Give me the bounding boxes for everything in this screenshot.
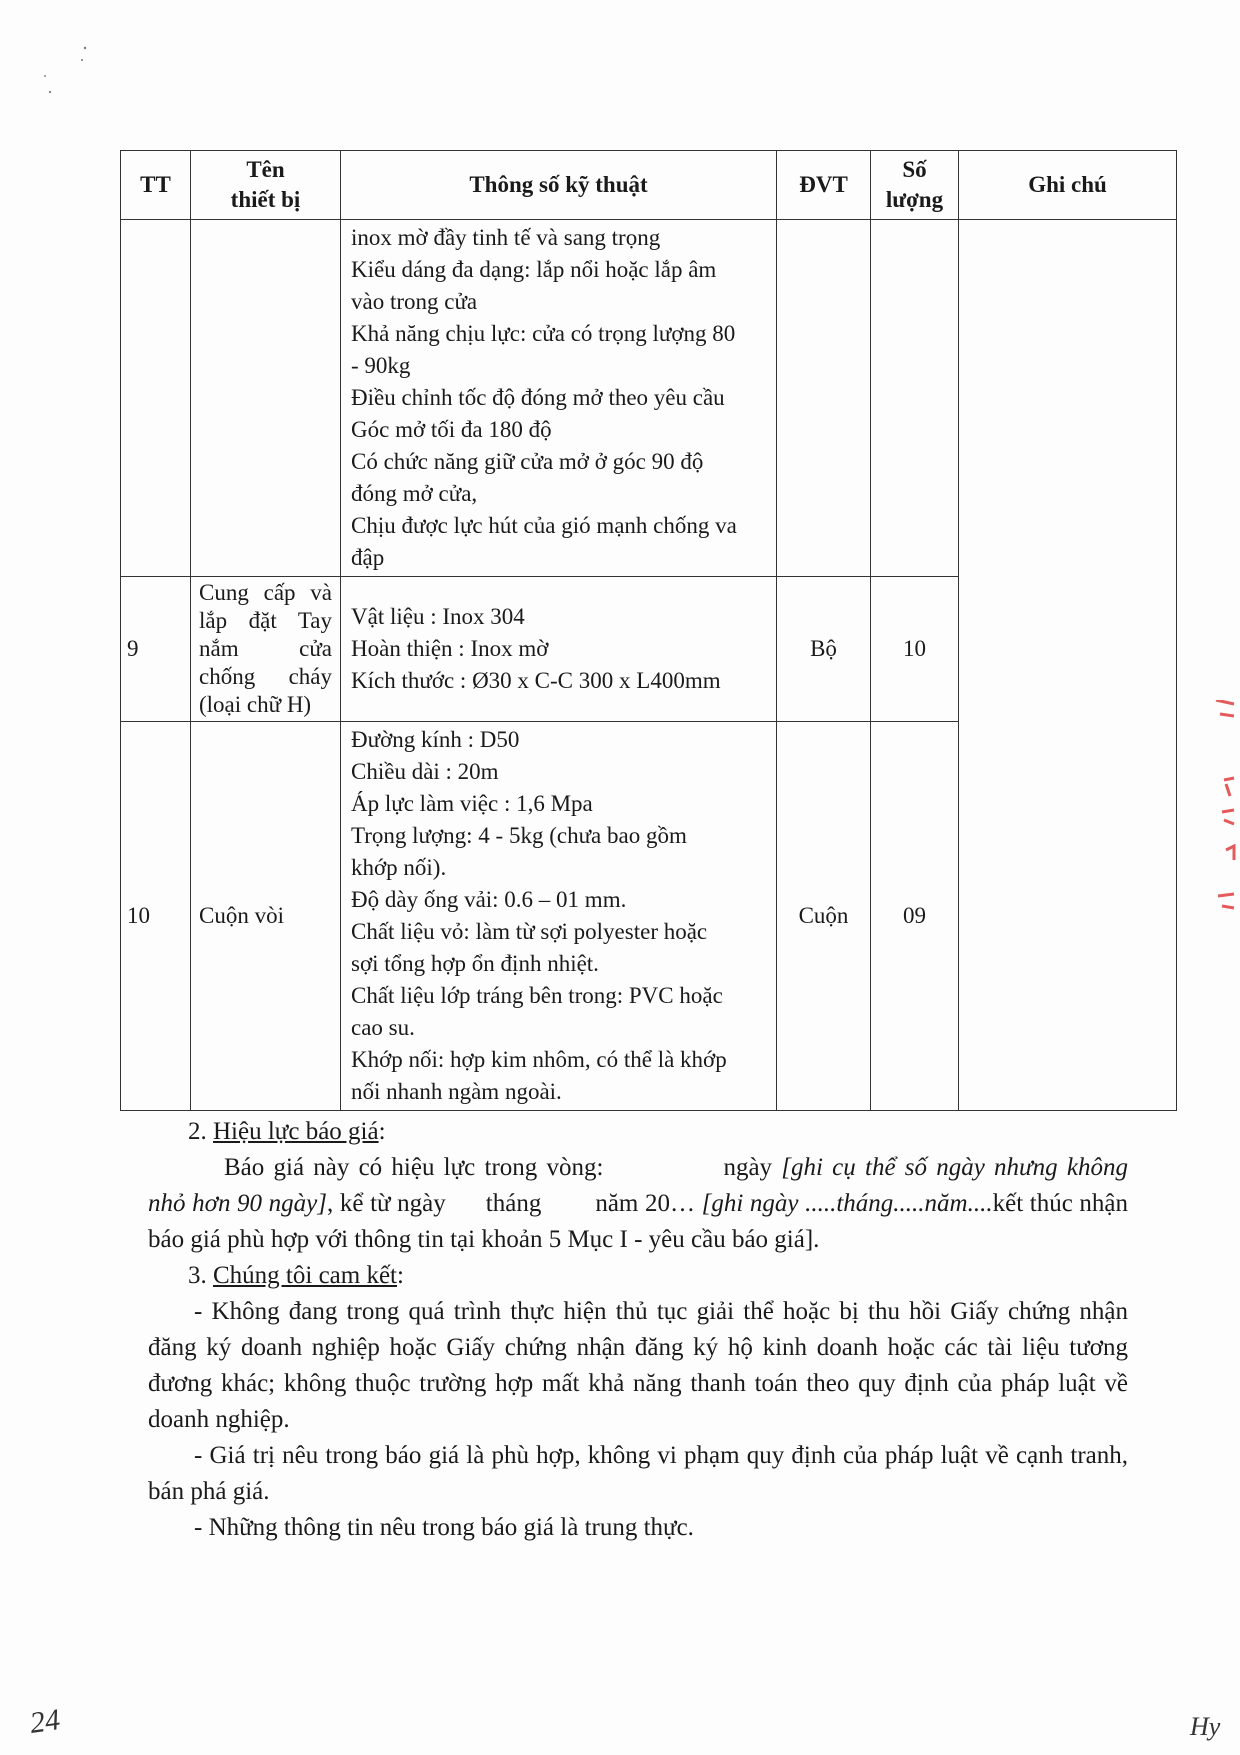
spec-line: khớp nối). xyxy=(351,855,447,880)
name-line: chống cháy xyxy=(199,664,332,689)
header-name-line-1: Tên xyxy=(246,157,285,182)
cell-equipment-name xyxy=(191,577,341,722)
cell-unit-empty xyxy=(777,220,871,577)
cell-tt: 9 xyxy=(121,577,191,722)
cell-name-empty xyxy=(191,220,341,577)
heading-colon: : xyxy=(397,1262,404,1289)
commitment-item: - Giá trị nêu trong báo giá là phù hợp, không vi phạm quy định của pháp luật về cạnh tranh, bán phá giá. xyxy=(148,1442,1128,1505)
spec-line: Góc mở tối đa 180 độ xyxy=(351,417,552,442)
spec-line: Kích thước : Ø30 x C-C 300 x L400mm xyxy=(351,668,721,693)
cell-quantity: 09 xyxy=(871,722,959,1111)
name-line: nắm cửa xyxy=(199,636,332,661)
cell-tt-empty xyxy=(121,220,191,577)
section-number: 2. xyxy=(188,1118,213,1145)
spec-line: Chịu được lực hút của gió mạnh chống va xyxy=(351,513,737,538)
commitment-item: - Những thông tin nêu trong báo giá là trung thực. xyxy=(194,1514,694,1541)
text-span: ngày xyxy=(723,1154,773,1181)
text-span: năm 20… xyxy=(595,1190,695,1217)
header-note: Ghi chú xyxy=(959,151,1177,220)
cell-equipment-name xyxy=(191,722,341,1111)
cell-unit: Bộ xyxy=(777,577,871,722)
section-validity xyxy=(148,1114,1128,1258)
section-title: Hiệu lực báo giá xyxy=(213,1118,379,1145)
text-span: Báo giá này có hiệu lực trong vòng: xyxy=(224,1154,604,1181)
commitment-item: - Không đang trong quá trình thực hiện thủ tục giải thể hoặc bị thu hồi Giấy chứng nhận đăng ký doanh nghiệp hoặc Giấy chứng nhận đăng ký hộ kinh doanh hoặc các tài liệu tương đương khác; không thuộc trường hợp mất khả năng thanh toán theo quy định của pháp luật về doanh nghiệp. xyxy=(148,1298,1128,1433)
handwritten-initials: Hy xyxy=(1190,1712,1221,1741)
spec-line: sợi tổng hợp ổn định nhiệt. xyxy=(351,951,599,976)
section-validity-heading xyxy=(148,1114,1128,1150)
spec-line: Hoàn thiện : Inox mờ xyxy=(351,636,549,661)
header-specification: Thông số kỹ thuật xyxy=(341,151,777,220)
header-name-line-2: thiết bị xyxy=(230,187,301,212)
spec-line: Khớp nối: hợp kim nhôm, có thể là khớp xyxy=(351,1047,727,1072)
spec-line: cao su. xyxy=(351,1015,415,1040)
spec-line: Chất liệu vỏ: làm từ sợi polyester hoặc xyxy=(351,919,708,944)
text-span: tháng xyxy=(485,1190,542,1217)
cell-unit: Cuộn xyxy=(777,722,871,1111)
spec-line: Có chức năng giữ cửa mở ở góc 90 độ xyxy=(351,449,704,474)
validity-paragraph xyxy=(148,1150,1128,1258)
cell-note xyxy=(959,220,1177,1111)
spec-line: Chất liệu lớp tráng bên trong: PVC hoặc xyxy=(351,983,723,1008)
name-line: (loại chữ H) xyxy=(199,692,312,717)
spec-line: Độ dày ống vải: 0.6 – 01 mm. xyxy=(351,887,627,912)
header-qty-line-1: Số xyxy=(902,157,927,182)
text-span: , kể từ ngày xyxy=(327,1190,446,1217)
spec-line: Chiều dài : 20m xyxy=(351,759,499,784)
header-unit: ĐVT xyxy=(777,151,871,220)
text-span: kết thúc nhận báo giá phù hợp với thông tin tại khoản 5 Mục I - yêu cầu báo giá]. xyxy=(148,1190,1128,1253)
table-header-row xyxy=(121,151,1177,220)
table-row-continued xyxy=(121,220,1177,577)
header-tt: TT xyxy=(121,151,191,220)
section-number: 3. xyxy=(188,1262,213,1289)
spec-line: đập xyxy=(351,545,385,570)
spec-line: Trọng lượng: 4 - 5kg (chưa bao gồm xyxy=(351,823,687,848)
cell-specification xyxy=(341,722,777,1111)
equipment-spec-table xyxy=(120,150,1177,1111)
spec-line: Áp lực làm việc : 1,6 Mpa xyxy=(351,791,593,816)
cell-spec-continued xyxy=(341,220,777,577)
cell-specification xyxy=(341,577,777,722)
name-line: Cuộn vòi xyxy=(199,903,284,928)
placeholder-note: [ghi ngày .....tháng.....năm.... xyxy=(701,1190,993,1217)
red-stamp-fragment xyxy=(1196,700,1236,930)
cell-tt: 10 xyxy=(121,722,191,1111)
spec-line: Vật liệu : Inox 304 xyxy=(351,604,525,629)
spec-line: Kiểu dáng đa dạng: lắp nổi hoặc lắp âm xyxy=(351,257,717,282)
spec-line: Đường kính : D50 xyxy=(351,727,520,752)
scan-specks xyxy=(40,40,100,100)
name-line: Cung cấp và xyxy=(199,580,332,605)
spec-line: nối nhanh ngàm ngoài. xyxy=(351,1079,562,1104)
section-title: Chúng tôi cam kết xyxy=(213,1262,397,1289)
handwritten-page-number: 24 xyxy=(27,1703,63,1740)
section-commitment xyxy=(148,1258,1128,1546)
spec-line: Khả năng chịu lực: cửa có trọng lượng 80 xyxy=(351,321,736,346)
spec-line: đóng mở cửa, xyxy=(351,481,478,506)
name-line: lắp đặt Tay xyxy=(199,608,332,633)
heading-colon: : xyxy=(378,1118,386,1145)
spec-line: vào trong cửa xyxy=(351,289,478,314)
spec-line: - 90kg xyxy=(351,353,411,378)
header-quantity xyxy=(871,151,959,220)
spec-line: Điều chỉnh tốc độ đóng mở theo yêu cầu xyxy=(351,385,725,410)
header-equipment-name xyxy=(191,151,341,220)
placeholder-note: [ghi cụ thể số ngày nhưng không nhỏ hơn 90 ngày] xyxy=(148,1154,1129,1217)
cell-quantity: 10 xyxy=(871,577,959,722)
header-qty-line-2: lượng xyxy=(885,187,944,212)
section-commitment-heading xyxy=(148,1258,1128,1294)
cell-qty-empty xyxy=(871,220,959,577)
spec-line: inox mờ đầy tinh tế và sang trọng xyxy=(351,225,661,250)
